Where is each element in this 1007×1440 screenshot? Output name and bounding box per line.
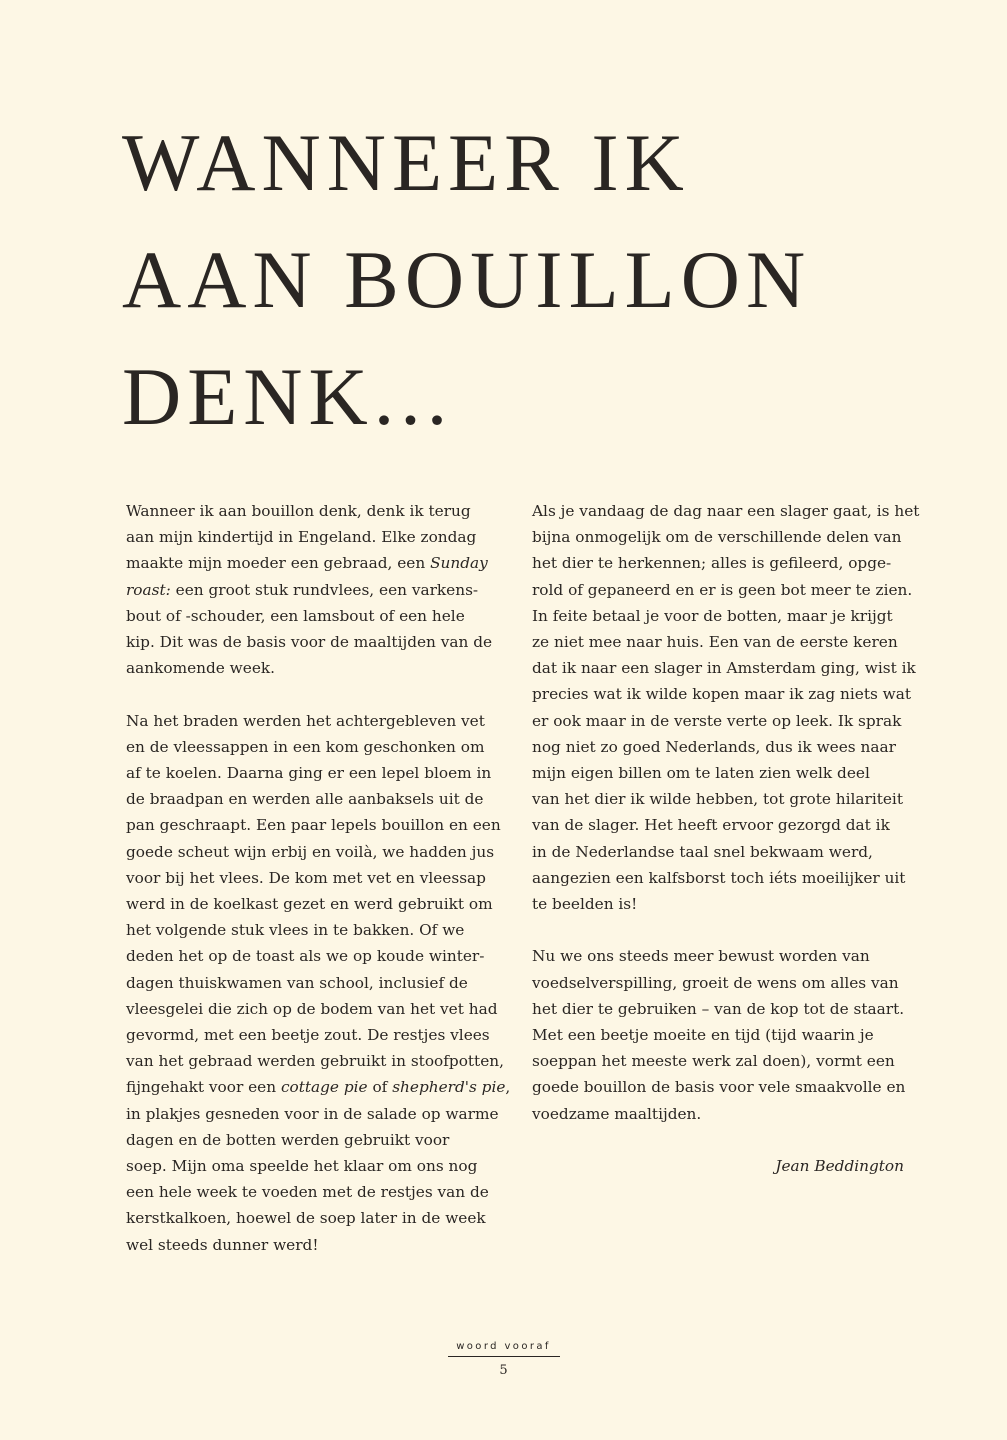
title-line-3: DENK... — [122, 351, 454, 442]
text-line: rold of gepaneerd en er is geen bot meer te zien. — [532, 580, 913, 599]
text-line: precies wat ik wilde kopen maar ik zag niets wat — [532, 685, 912, 704]
text-line: bout of -schouder, een lamsbout of een hele — [126, 606, 465, 625]
text-line: pan geschraapt. Een paar lepels bouillon en een — [126, 816, 501, 835]
text-line: dagen thuiskwamen van school, inclusief de — [126, 973, 468, 992]
text-run: maakte mijn moeder een gebraad, een — [126, 554, 431, 573]
text-line: gevormd, met een beetje zout. De restjes vlees — [126, 1026, 490, 1045]
text-line: van het gebraad werden gebruikt in stoofpotten, — [126, 1052, 504, 1071]
text-run: , — [505, 1078, 511, 1097]
paragraph-gap — [126, 681, 512, 707]
text-line: er ook maar in de verste verte op leek. Ik sprak — [532, 711, 902, 730]
text-line: Met een beetje moeite en tijd (tijd waarin je — [532, 1026, 874, 1045]
text-line: af te koelen. Daarna ging er een lepel bloem in — [126, 764, 492, 783]
right-paragraph-1 — [532, 498, 922, 917]
text-line: nog niet zo goed Nederlands, dus ik wees naar — [532, 737, 896, 756]
left-column — [126, 498, 512, 1258]
text-line: aan mijn kindertijd in Engeland. Elke zondag — [126, 528, 477, 547]
text-line: kerstkalkoen, hoewel de soep later in de week — [126, 1209, 486, 1228]
italic-term: roast: — [126, 580, 171, 599]
text-line: soeppan het meeste werk zal doen), vormt een — [532, 1052, 895, 1071]
paragraph-gap — [532, 1127, 922, 1153]
text-line: Na het braden werden het achtergebleven vet — [126, 711, 485, 730]
text-line: Nu we ons steeds meer bewust worden van — [532, 947, 870, 966]
text-line: aangezien een kalfsborst toch iéts moeilijker uit — [532, 868, 906, 887]
italic-term: Sunday — [430, 554, 488, 573]
page-title — [122, 104, 811, 455]
text-line: aankomende week. — [126, 659, 276, 678]
text-line: vleesgelei die zich op de bodem van het vet had — [126, 999, 498, 1018]
text-line: wel steeds dunner werd! — [126, 1235, 319, 1254]
text-line: deden het op de toast als we op koude winter- — [126, 947, 485, 966]
author-signature: Jean Beddington — [775, 1157, 904, 1176]
text-line: van het dier ik wilde hebben, tot grote hilariteit — [532, 790, 903, 809]
page-footer — [0, 1334, 1007, 1378]
title-line-2: AAN BOUILLON — [122, 234, 812, 325]
text-line: en de vleessappen in een kom geschonken om — [126, 737, 485, 756]
text-line: te beelden is! — [532, 895, 638, 914]
text-line: goede bouillon de basis voor vele smaakvolle en — [532, 1078, 906, 1097]
text-run: fijngehakt voor een — [126, 1078, 281, 1097]
text-line: In feite betaal je voor de botten, maar je krijgt — [532, 606, 893, 625]
paragraph-gap — [532, 917, 922, 943]
italic-term: cottage pie — [280, 1078, 368, 1097]
text-line: het dier te herkennen; alles is gefileerd, opge- — [532, 554, 892, 573]
text-line: dat ik naar een slager in Amsterdam ging, wist ik — [532, 659, 916, 678]
text-line: voor bij het vlees. De kom met vet en vleessap — [126, 868, 486, 887]
right-paragraph-2 — [532, 943, 922, 1126]
text-line: mijn eigen billen om te laten zien welk deel — [532, 764, 870, 783]
text-line — [126, 577, 512, 603]
text-line — [126, 550, 512, 576]
italic-term: shepherd's pie — [392, 1078, 506, 1097]
text-line: kip. Dit was de basis voor de maaltijden van de — [126, 633, 493, 652]
text-line: het dier te gebruiken – van de kop tot de staart. — [532, 999, 905, 1018]
text-line: dagen en de botten werden gebruikt voor — [126, 1130, 450, 1149]
text-line: goede scheut wijn erbij en voilà, we hadden jus — [126, 842, 495, 861]
text-line: voedselverspilling, groeit de wens om alles van — [532, 973, 899, 992]
text-run: of — [367, 1078, 393, 1097]
text-run: een groot stuk rundvlees, een varkens- — [170, 580, 479, 599]
left-paragraph-1 — [126, 498, 512, 681]
text-line: van de slager. Het heeft ervoor gezorgd dat ik — [532, 816, 890, 835]
text-line: de braadpan en werden alle aanbaksels uit de — [126, 790, 484, 809]
text-line: voedzame maaltijden. — [532, 1104, 702, 1123]
text-line: ze niet mee naar huis. Een van de eerste keren — [532, 633, 898, 652]
text-line: werd in de koelkast gezet en werd gebruikt om — [126, 895, 493, 914]
page-number: 5 — [499, 1363, 508, 1378]
title-line-1: WANNEER IK — [122, 117, 690, 208]
text-line: Wanneer ik aan bouillon denk, denk ik terug — [126, 502, 471, 520]
text-line: in de Nederlandse taal snel bekwaam werd, — [532, 842, 873, 861]
section-label: woord vooraf — [448, 1341, 560, 1357]
text-line: soep. Mijn oma speelde het klaar om ons nog — [126, 1157, 478, 1176]
text-line: in plakjes gesneden voor in de salade op warme — [126, 1104, 499, 1123]
text-line: het volgende stuk vlees in te bakken. Of we — [126, 921, 465, 940]
left-paragraph-2 — [126, 708, 512, 1258]
text-line: een hele week te voeden met de restjes van de — [126, 1183, 489, 1202]
text-line: bijna onmogelijk om de verschillende delen van — [532, 528, 902, 547]
text-line: Als je vandaag de dag naar een slager gaat, is het — [532, 502, 920, 520]
right-column — [532, 498, 922, 1179]
text-line — [126, 1074, 512, 1100]
